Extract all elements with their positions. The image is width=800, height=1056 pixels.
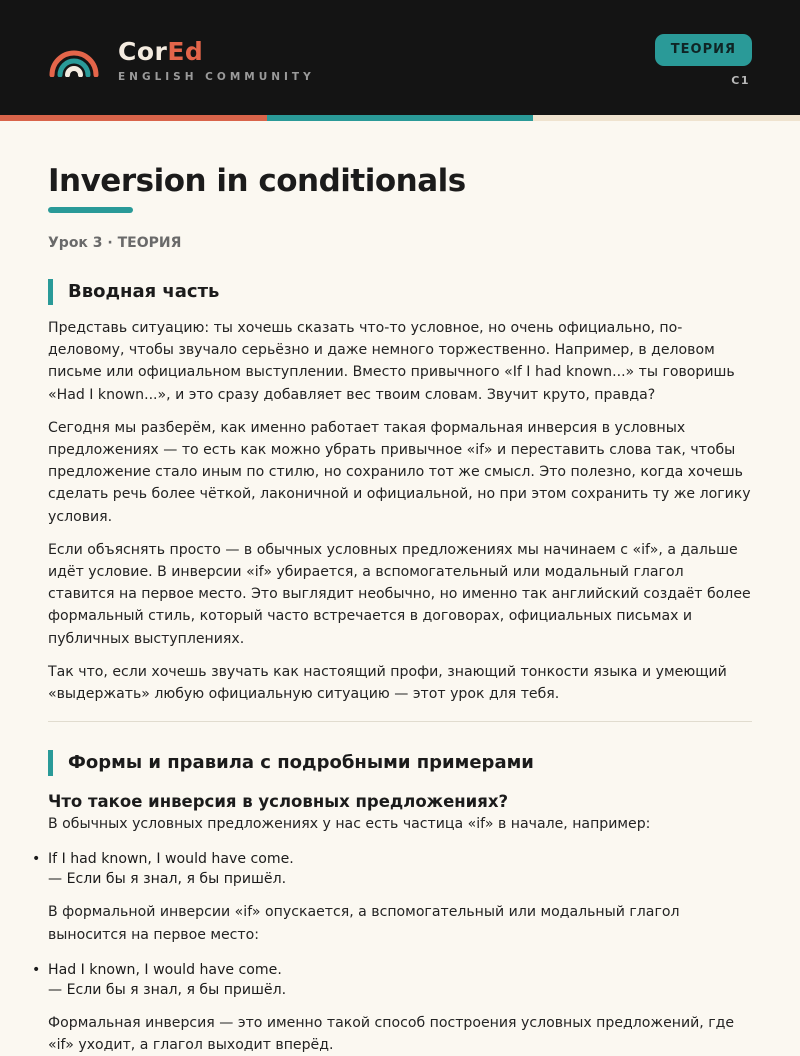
stripe-cream <box>533 115 800 121</box>
intro-paragraph: Представь ситуацию: ты хочешь сказать что-то условное, но очень официально, по-деловому, чтобы звучало серьёзно и даже немного торжественно. Например, в деловом письме или официальном выступлении. Вместо привычного «If I had known...» ты говоришь «Had I known...», и это сразу добавляет вес твоим словам. Звучит круто, правда? <box>48 320 735 403</box>
lesson-content <box>0 161 800 1056</box>
intro-paragraph: Так что, если хочешь звучать как настоящий профи, знающий тонкости языка и умеющий «выдержать» любую официальную ситуацию — этот урок для тебя. <box>48 663 727 703</box>
intro-paragraph: Если объяснять просто — в обычных условных предложениях мы начинаем с «if», а дальше идёт условие. В инверсии «if» убирается, а вспомогательный или модальный глагол ставится на первое место. Это выглядит необычно, но именно так английский создаёт более формальный стиль, который часто встречается в договорах, официальных письмах и публичных выступлениях. <box>48 541 751 647</box>
level-label: C1 <box>731 74 750 87</box>
brand-name <box>118 38 315 66</box>
rainbow-logo-icon[interactable] <box>48 45 100 77</box>
title-underline <box>48 207 133 213</box>
intro-paragraph: Сегодня мы разберём, как именно работает такая формальная инверсия в условных предложениях — то есть как можно убрать привычное «if» и переставить слова так, чтобы предложение стало иным по стилю, но сохранило тот же смысл. Это полезно, когда хочешь сделать речь более чёткой, лаконичной и официальной, но при этом сохранить ту же логику условия. <box>48 419 751 525</box>
example-english: If I had known, I would have come. <box>48 851 294 868</box>
subheading-what-is-inversion: Что такое инверсия в условных предложениях? <box>48 792 509 812</box>
theory-badge: ТЕОРИЯ <box>655 34 752 66</box>
section-heading-forms: Формы и правила с подробными примерами <box>48 750 752 776</box>
stripe-teal <box>267 115 534 121</box>
lesson-meta: Урок 3 · ТЕОРИЯ <box>48 235 182 251</box>
page-title: Inversion in conditionals <box>48 163 466 199</box>
bullet-icon: • <box>32 851 41 868</box>
example-item <box>32 849 752 889</box>
section-heading-intro: Вводная часть <box>48 279 752 305</box>
example-translation: — Если бы я знал, я бы пришёл. <box>48 981 287 998</box>
brand-name-cor: Cor <box>118 37 168 66</box>
example-item <box>32 960 752 1000</box>
brand-name-ed: Ed <box>167 37 204 66</box>
brand-tagline: ENGLISH COMMUNITY <box>118 71 315 83</box>
example-translation: — Если бы я знал, я бы пришёл. <box>48 871 287 888</box>
site-header <box>0 0 800 115</box>
bullet-icon: • <box>32 961 41 978</box>
forms-paragraph: В обычных условных предложениях у нас есть частица «if» в начале, например: <box>48 816 651 833</box>
example-english: Had I known, I would have come. <box>48 961 282 978</box>
stripe-orange <box>0 115 267 121</box>
forms-paragraph: Формальная инверсия — это именно такой способ построения условных предложений, где «if» уходит, а глагол выходит вперёд. <box>48 1014 735 1054</box>
section-divider <box>48 721 752 722</box>
brand[interactable] <box>118 38 315 83</box>
forms-paragraph: В формальной инверсии «if» опускается, а вспомогательный или модальный глагол выносится на первое место: <box>48 904 680 943</box>
color-stripe <box>0 115 800 121</box>
